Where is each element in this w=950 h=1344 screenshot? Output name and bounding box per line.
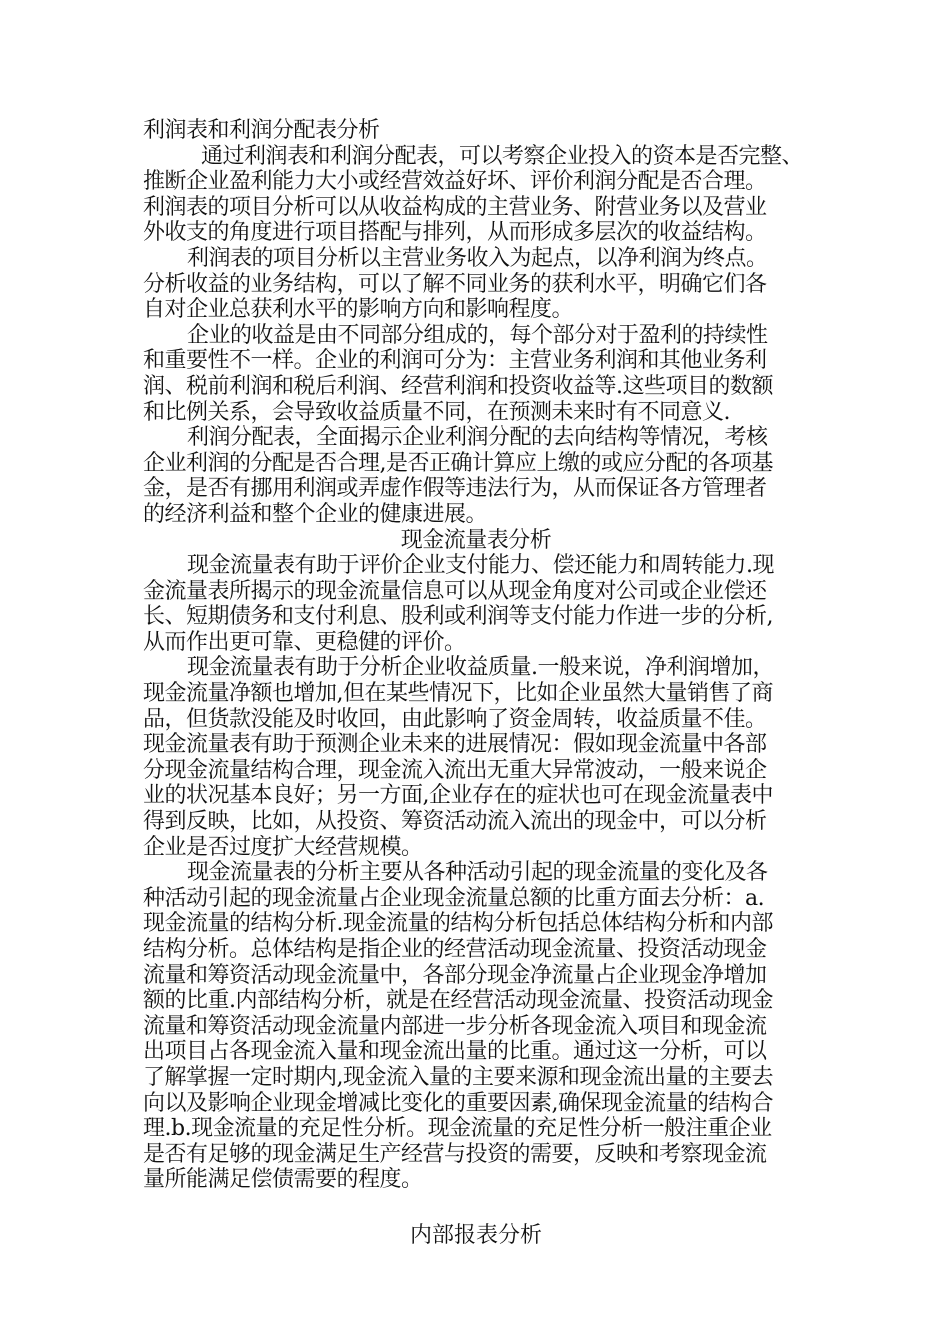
- paragraph-line: 流量和筹资活动现金流量内部进一步分析各现金流入项目和现金流: [143, 1013, 767, 1039]
- paragraph-line: 了解掌握一定时期内,现金流入量的主要来源和现金流出量的主要去: [143, 1064, 773, 1090]
- paragraph-line: 和比例关系，会导致收益质量不同，在预测未来时有不同意义.: [143, 399, 730, 425]
- paragraph-line: 向以及影响企业现金增减比变化的重要因素,确保现金流量的结构合: [143, 1090, 773, 1116]
- paragraph-line: 出项目占各现金流入量和现金流出量的比重。通过这一分析，可以: [143, 1039, 767, 1065]
- section-title-internal-reports: 内部报表分析: [409, 1222, 542, 1248]
- paragraph-line: 种活动引起的现金流量占企业现金流量总额的比重方面去分析：a.: [143, 885, 765, 911]
- paragraph-line: 现金流量表有助于分析企业收益质量.一般来说，净利润增加，: [187, 655, 774, 681]
- section-title-income: 利润表和利润分配表分析: [143, 118, 380, 143]
- paragraph-line: 分现金流量结构合理，现金流入流出无重大异常波动，一般来说企: [143, 757, 767, 783]
- paragraph-line: 理.b.现金流量的充足性分析。现金流量的充足性分析一般注重企业: [143, 1116, 772, 1142]
- paragraph-line: 结构分析。总体结构是指企业的经营活动现金流量、投资活动现金: [143, 937, 767, 962]
- paragraph-line: 利润表的项目分析可以从收益构成的主营业务、附营业务以及营业: [143, 194, 767, 220]
- paragraph-6: [143, 655, 809, 860]
- paragraph-line: 企业是否过度扩大经营规模。: [143, 834, 423, 860]
- paragraph-line: 现金流量表有助于预测企业未来的进展情况：假如现金流量中各部: [143, 732, 767, 758]
- paragraph-line: 品，但货款没能及时收回，由此影响了资金周转，收益质量不佳。: [143, 706, 767, 732]
- paragraph-line: 量所能满足偿债需要的程度。: [143, 1167, 423, 1193]
- paragraph-line: 润、税前利润和税后利润、经营利润和投资收益等.这些项目的数额: [143, 373, 773, 399]
- paragraph-5: [143, 553, 809, 655]
- paragraph-line: 分析收益的业务结构，可以了解不同业务的获利水平，明确它们各: [143, 271, 767, 297]
- paragraph-line: 和重要性不一样。企业的利润可分为：主营业务利润和其他业务利: [143, 348, 767, 374]
- paragraph-line: 利润分配表，全面揭示企业利润分配的去向结构等情况，考核: [187, 425, 768, 451]
- paragraph-line: 现金流量表的分析主要从各种活动引起的现金流量的变化及各: [187, 860, 768, 886]
- paragraph-1: [143, 144, 809, 246]
- paragraph-line: 企业的收益是由不同部分组成的，每个部分对于盈利的持续性: [187, 322, 768, 348]
- paragraph-line: 通过利润表和利润分配表，可以考察企业投入的资本是否完整、: [201, 143, 804, 169]
- paragraph-line: 金流量表所揭示的现金流量信息可以从现金角度对公司或企业偿还: [143, 578, 767, 604]
- paragraph-2: [143, 246, 809, 323]
- paragraph-line: 现金流量的结构分析.现金流量的结构分析包括总体结构分析和内部: [143, 911, 773, 937]
- paragraph-line: 企业利润的分配是否合理,是否正确计算应上缴的或应分配的各项基: [143, 450, 773, 476]
- paragraph-line: 利润表的项目分析以主营业务收入为起点，以净利润为终点。: [187, 245, 768, 271]
- paragraph-line: 得到反映，比如，从投资、筹资活动流入流出的现金中，可以分析: [143, 809, 767, 835]
- document-page: [143, 118, 809, 1249]
- section-title-cash-flow: 现金流量表分析: [400, 527, 552, 553]
- paragraph-line: 额的比重.内部结构分析，就是在经营活动现金流量、投资活动现金: [143, 988, 773, 1014]
- paragraph-line: 现金流量表有助于评价企业支付能力、偿还能力和周转能力.现: [187, 553, 774, 579]
- paragraph-7: [143, 860, 809, 1193]
- paragraph-line: 流量和筹资活动现金流量中，各部分现金净流量占企业现金净增加: [143, 962, 767, 988]
- paragraph-line: 推断企业盈利能力大小或经营效益好坏、评价利润分配是否合理。: [143, 169, 767, 195]
- paragraph-line: 外收支的角度进行项目搭配与排列，从而形成多层次的收益结构。: [143, 220, 767, 246]
- paragraph-line: 是否有足够的现金满足生产经营与投资的需要，反映和考察现金流: [143, 1141, 767, 1167]
- spacer: [143, 1193, 809, 1213]
- paragraph-line: 现金流量净额也增加,但在某些情况下，比如企业虽然大量销售了商: [143, 681, 773, 707]
- paragraph-line: 金，是否有挪用利润或弄虚作假等违法行为，从而保证各方管理者: [143, 476, 767, 502]
- paragraph-line: 从而作出更可靠、更稳健的评价。: [143, 629, 466, 655]
- paragraph-line: 的经济利益和整个企业的健康进展。: [143, 501, 488, 527]
- paragraph-line: 业的状况基本良好；另一方面,企业存在的症状也可在现金流量表中: [143, 783, 773, 809]
- paragraph-line: 自对企业总获利水平的影响方向和影响程度。: [143, 297, 574, 323]
- paragraph-3: [143, 323, 809, 425]
- paragraph-4: [143, 425, 809, 527]
- paragraph-line: 长、短期债务和支付利息、股利或利润等支付能力作进一步的分析,: [143, 604, 773, 630]
